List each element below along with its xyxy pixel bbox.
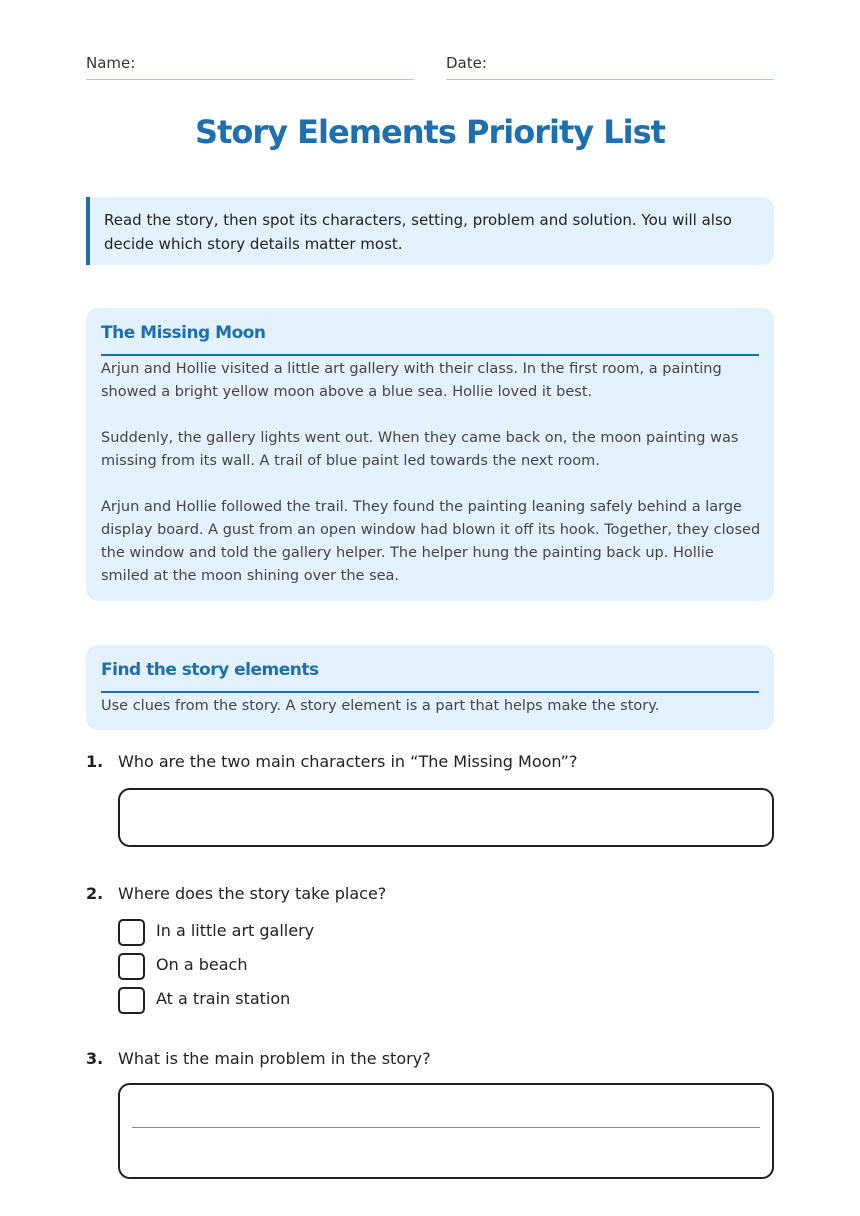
story-panel <box>86 308 774 601</box>
name-date-row <box>86 54 774 80</box>
option-art-gallery[interactable] <box>118 919 518 946</box>
question-number: 3. <box>86 1049 104 1068</box>
option-beach[interactable] <box>118 953 518 980</box>
question-text: Where does the story take place? <box>118 884 387 903</box>
checkbox[interactable] <box>118 987 145 1014</box>
answer-box[interactable] <box>118 1083 774 1179</box>
story-paragraph: Arjun and Hollie followed the trail. They found the painting leaning safely behind a large display board. A gust from an open window had blown it off its hook. Together, they closed the window and told the gallery helper. The helper hung the painting back up. Hollie smiled at the moon shining over the sea. <box>101 499 761 584</box>
date-field[interactable] <box>446 54 774 80</box>
date-label: Date: <box>446 54 487 72</box>
story-body <box>101 358 761 588</box>
question-text: What is the main problem in the story? <box>118 1049 431 1068</box>
find-elements-title: Find the story elements <box>101 660 759 693</box>
story-title: The Missing Moon <box>101 323 759 356</box>
instructions-callout: Read the story, then spot its characters, setting, problem and solution. You will also decide which story details matter most. <box>86 197 774 265</box>
option-label: In a little art gallery <box>156 921 315 940</box>
option-train-station[interactable] <box>118 987 518 1014</box>
question-text: Who are the two main characters in “The Missing Moon”? <box>118 752 578 771</box>
name-field[interactable] <box>86 54 414 80</box>
option-label: On a beach <box>156 955 248 974</box>
checkbox[interactable] <box>118 953 145 980</box>
story-paragraph: Arjun and Hollie visited a little art gallery with their class. In the first room, a painting showed a bright yellow moon above a blue sea. Hollie loved it best. <box>101 361 722 400</box>
find-elements-text: Use clues from the story. A story element is a part that helps make the story. <box>101 698 660 714</box>
checkbox[interactable] <box>118 919 145 946</box>
writing-line <box>132 1127 760 1128</box>
answer-box[interactable] <box>118 788 774 847</box>
name-label: Name: <box>86 54 136 72</box>
question-number: 2. <box>86 884 104 903</box>
story-paragraph: Suddenly, the gallery lights went out. When they came back on, the moon painting was missing from its wall. A trail of blue paint led towards the next room. <box>101 430 739 469</box>
page-title: Story Elements Priority List <box>195 113 665 151</box>
find-elements-panel <box>86 645 774 730</box>
question-number: 1. <box>86 752 104 771</box>
option-label: At a train station <box>156 989 291 1008</box>
